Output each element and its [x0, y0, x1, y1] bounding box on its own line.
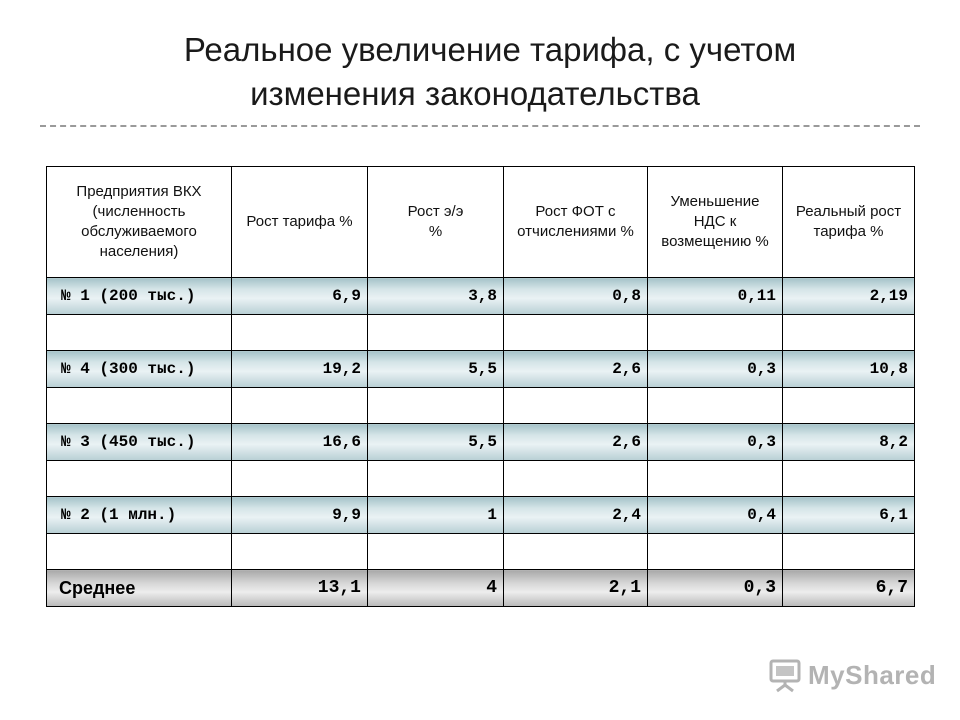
slide-title-line-2: изменения законодательства	[250, 75, 700, 112]
real-growth-value: 10,8	[783, 351, 915, 388]
watermark	[768, 655, 936, 695]
blank-cell	[648, 315, 783, 351]
enterprise-name: № 3 (450 тыс.)	[47, 424, 232, 461]
header-row	[47, 167, 915, 278]
header-real-growth: Реальный рост тарифа %	[783, 167, 915, 278]
presentation-board-icon	[768, 657, 802, 693]
blank-row	[47, 461, 915, 497]
blank-cell	[504, 388, 648, 424]
average-payroll-growth: 2,1	[504, 570, 648, 607]
average-vat-reduction: 0,3	[648, 570, 783, 607]
tariff-table	[46, 166, 915, 607]
header-payroll-growth: Рост ФОТ с отчислениями %	[504, 167, 648, 278]
blank-cell	[648, 461, 783, 497]
header-vat-reduction: Уменьшение НДС к возмещению %	[648, 167, 783, 278]
tariff-growth-value: 19,2	[232, 351, 368, 388]
blank-cell	[368, 315, 504, 351]
real-growth-value: 8,2	[783, 424, 915, 461]
slide-title	[0, 28, 960, 116]
header-electricity-growth: Рост э/э %	[368, 167, 504, 278]
table-row	[47, 424, 915, 461]
blank-row	[47, 534, 915, 570]
blank-cell	[368, 388, 504, 424]
tariff-growth-value: 9,9	[232, 497, 368, 534]
vat-reduction-value: 0,11	[648, 278, 783, 315]
enterprise-name: № 1 (200 тыс.)	[47, 278, 232, 315]
vat-reduction-value: 0,4	[648, 497, 783, 534]
blank-cell	[232, 388, 368, 424]
blank-cell	[783, 461, 915, 497]
blank-cell	[783, 315, 915, 351]
blank-cell	[504, 461, 648, 497]
vat-reduction-value: 0,3	[648, 424, 783, 461]
blank-cell	[368, 534, 504, 570]
tariff-growth-value: 6,9	[232, 278, 368, 315]
blank-row	[47, 315, 915, 351]
average-electricity-growth: 4	[368, 570, 504, 607]
average-tariff-growth: 13,1	[232, 570, 368, 607]
payroll-growth-value: 0,8	[504, 278, 648, 315]
average-row	[47, 570, 915, 607]
blank-cell	[47, 315, 232, 351]
electricity-growth-value: 1	[368, 497, 504, 534]
slide-title-line-1: Реальное увеличение тарифа, с учетом	[183, 31, 797, 68]
payroll-growth-value: 2,4	[504, 497, 648, 534]
payroll-growth-value: 2,6	[504, 351, 648, 388]
tariff-growth-value: 16,6	[232, 424, 368, 461]
blank-cell	[47, 461, 232, 497]
header-enterprise: Предприятия ВКХ (численность обслуживаемого населения)	[47, 167, 232, 278]
blank-cell	[648, 388, 783, 424]
watermark-text: MyShared	[808, 659, 937, 690]
blank-cell	[783, 388, 915, 424]
blank-cell	[504, 315, 648, 351]
title-divider	[40, 125, 920, 127]
table-row	[47, 278, 915, 315]
real-growth-value: 2,19	[783, 278, 915, 315]
real-growth-value: 6,1	[783, 497, 915, 534]
header-tariff-growth: Рост тарифа %	[232, 167, 368, 278]
electricity-growth-value: 5,5	[368, 424, 504, 461]
blank-cell	[232, 534, 368, 570]
enterprise-name: № 2 (1 млн.)	[47, 497, 232, 534]
blank-cell	[504, 534, 648, 570]
electricity-growth-value: 3,8	[368, 278, 504, 315]
vat-reduction-value: 0,3	[648, 351, 783, 388]
blank-cell	[47, 534, 232, 570]
blank-row	[47, 388, 915, 424]
blank-cell	[47, 388, 232, 424]
electricity-growth-value: 5,5	[368, 351, 504, 388]
blank-cell	[783, 534, 915, 570]
payroll-growth-value: 2,6	[504, 424, 648, 461]
average-real-growth: 6,7	[783, 570, 915, 607]
table-row	[47, 351, 915, 388]
blank-cell	[648, 534, 783, 570]
blank-cell	[368, 461, 504, 497]
enterprise-name: № 4 (300 тыс.)	[47, 351, 232, 388]
blank-cell	[232, 315, 368, 351]
blank-cell	[232, 461, 368, 497]
average-label: Среднее	[47, 570, 232, 607]
table-row	[47, 497, 915, 534]
